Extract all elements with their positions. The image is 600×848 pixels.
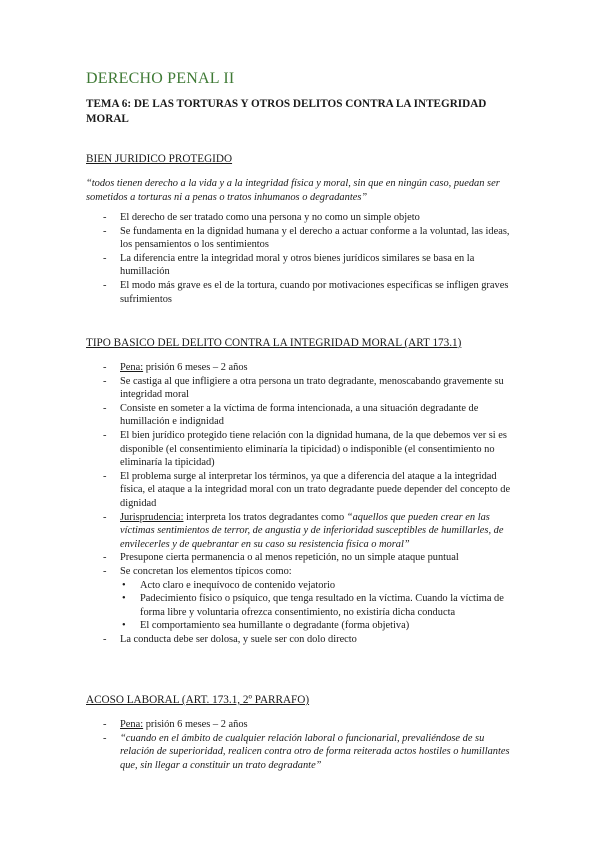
list-item: - La conducta debe ser dolosa, y suele ser con dolo directo (86, 633, 518, 647)
jurisprudencia-item (86, 511, 518, 552)
jurisprudencia-quote: “aquellos que pueden crear en las víctimas sentimientos de terror, de angustia y de inferioridad susceptibles de humillarles, de envilecerles y de quebrantar en su caso su resistencia física o moral” (120, 511, 504, 550)
tipo-basico-list (86, 361, 518, 646)
list-item: - Consiste en someter a la víctima de forma intencionada, a una situación degradante de humillación e indignidad (86, 402, 518, 429)
list-item: - El problema surge al interpretar los términos, ya que a diferencia del ataque a la integridad física, el ataque a la integridad moral con un trato degradante puede depender del concepto de dignidad (86, 470, 518, 511)
topic-title: TEMA 6: DE LAS TORTURAS Y OTROS DELITOS CONTRA LA INTEGRIDAD MORAL (86, 98, 487, 125)
jurisprudencia-label: Jurisprudencia: (120, 511, 184, 523)
section-heading-acoso-laboral: ACOSO LABORAL (ART. 173.1, 2º PARRAFO) (86, 694, 310, 706)
elementos-item (86, 565, 518, 633)
list-item: - El bien jurídico protegido tiene relación con la dignidad humana, de la que debemos ver si es disponible (el consentimiento eliminaría la tipicidad) o indisponible (el consentimiento no eliminaría la tipicidad) (86, 429, 518, 470)
pena-label: Pena: (120, 719, 144, 730)
list-item: - Se fundamenta en la dignidad humana y el derecho a actuar conforme a la voluntad, las ideas, los pensamientos o los sentimientos (86, 225, 518, 252)
constitution-quote: “todos tienen derecho a la vida y a la integridad física y moral, sin que en ningún caso, puedan ser sometidos a torturas ni a penas o tratos inhumanos o degradantes” (86, 178, 500, 203)
list-item: - El modo más grave es el de la tortura, cuando por motivaciones específicas se infligen graves sufrimientos (86, 279, 518, 306)
elementos-intro: Se concretan los elementos típicos como: (120, 565, 292, 577)
list-item: - El derecho de ser tratado como una persona y no como un simple objeto (86, 211, 518, 225)
bullet-item: • Acto claro e inequívoco de contenido vejatorio (120, 579, 518, 593)
acoso-laboral-list (86, 718, 518, 772)
document-title: DERECHO PENAL II (86, 70, 235, 87)
pena-item (86, 361, 518, 375)
jurisprudencia-text: interpreta los tratos degradantes como (183, 511, 347, 523)
section-heading-tipo-basico: TIPO BASICO DEL DELITO CONTRA LA INTEGRIDAD MORAL (ART 173.1) (86, 337, 462, 349)
list-item: - Presupone cierta permanencia o al menos repetición, no un simple ataque puntual (86, 551, 518, 565)
acoso-quote: - “cuando en el ámbito de cualquier relación laboral o funcionarial, prevaliéndose de su relación de superioridad, realicen contra otro de forma reiterada actos hostiles o humillantes que, sin llegar a constituir un trato degradante” (86, 732, 518, 773)
elementos-bullet-list (120, 579, 518, 633)
section-heading-bien-juridico: BIEN JURIDICO PROTEGIDO (86, 153, 233, 165)
pena-label: Pena: (120, 362, 144, 373)
bien-juridico-list (86, 211, 518, 306)
pena-text: prisión 6 meses – 2 años (143, 362, 248, 373)
bullet-item: • Padecimiento físico o psíquico, que tenga resultado en la víctima. Cuando la víctima de forma libre y voluntaria ofrezca consentimiento, no existiría dicha conducta (120, 592, 518, 619)
bullet-item: • El comportamiento sea humillante o degradante (forma objetiva) (120, 619, 518, 633)
list-item: - Se castiga al que infligiere a otra persona un trato degradante, menoscabando gravemente su integridad moral (86, 375, 518, 402)
list-item: - La diferencia entre la integridad moral y otros bienes jurídicos similares se basa en la humillación (86, 252, 518, 279)
pena-text: prisión 6 meses – 2 años (143, 719, 248, 730)
pena-item (86, 718, 518, 732)
